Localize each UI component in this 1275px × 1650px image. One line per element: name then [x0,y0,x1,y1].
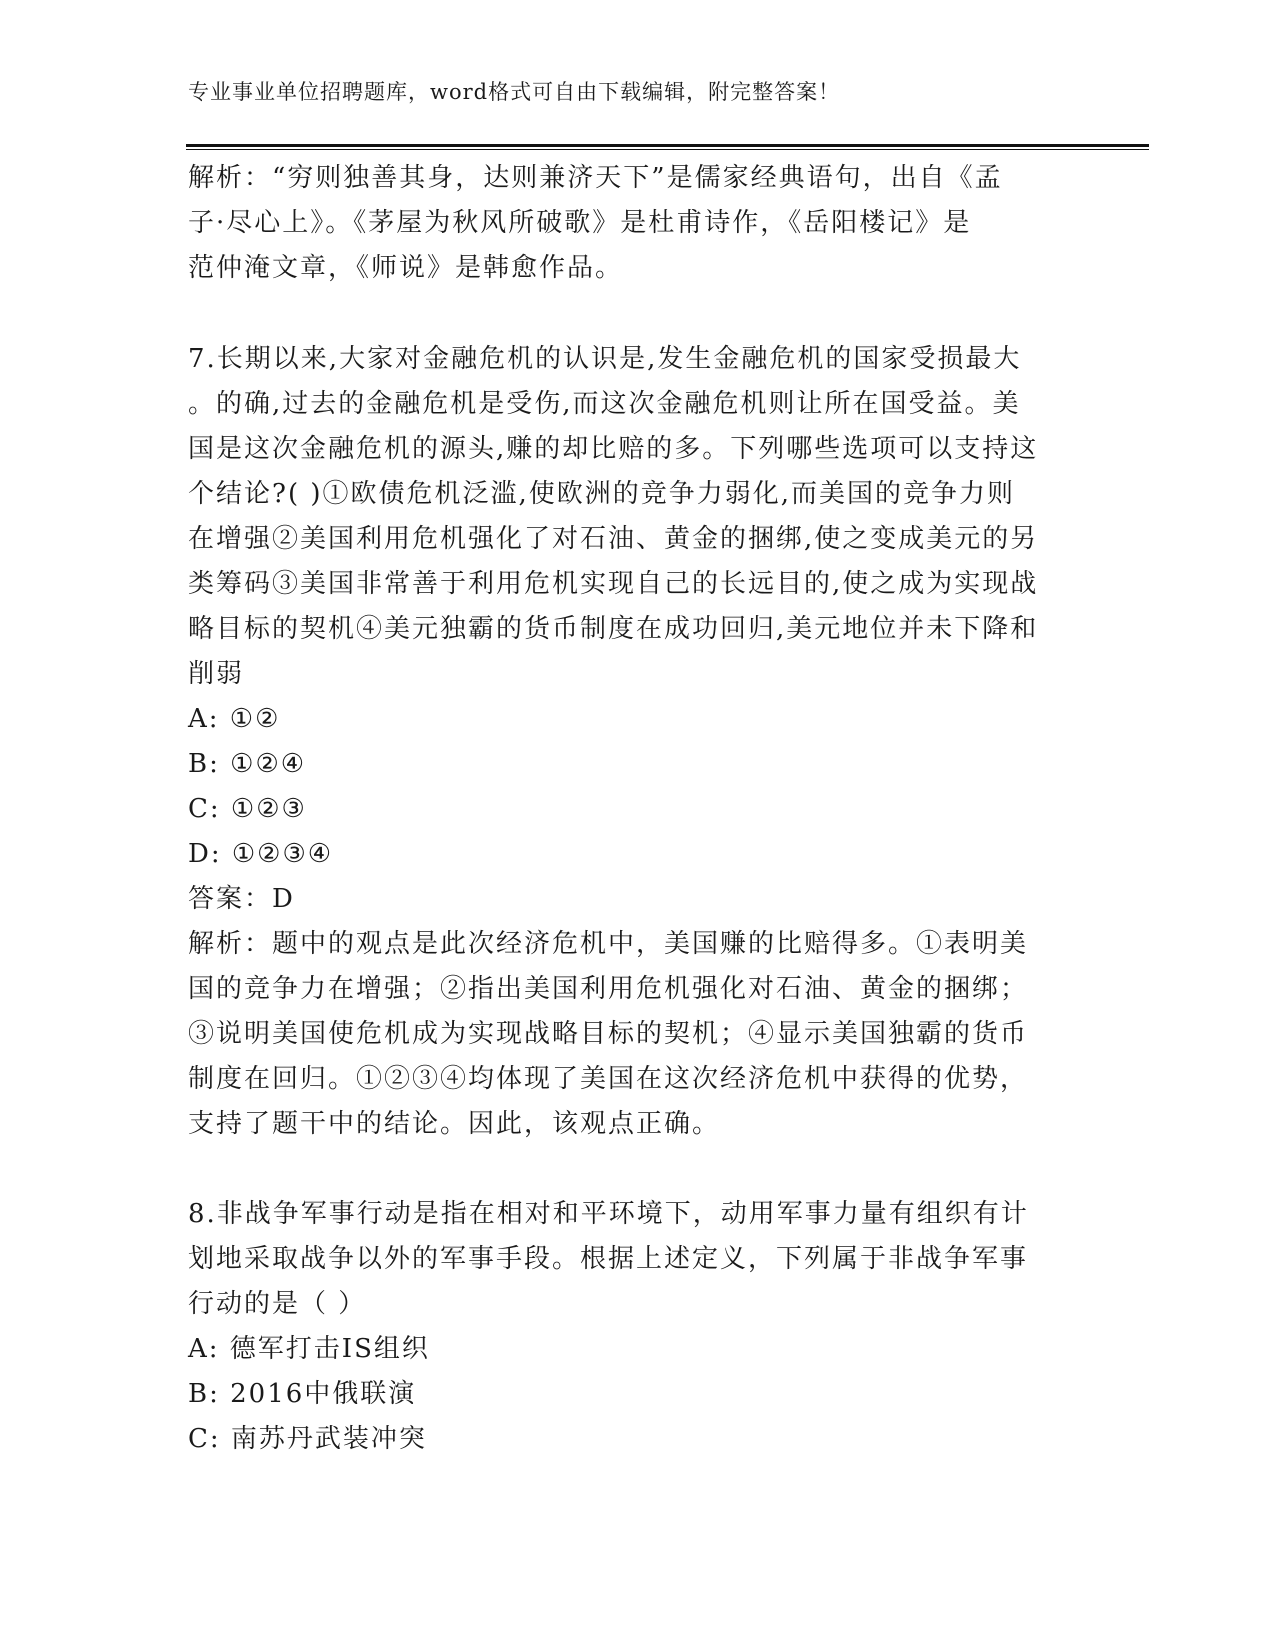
question-7-explanation-line: 支持了题干中的结论。因此，该观点正确。 [188,1109,721,1139]
question-7-stem-line: 7.长期以来,大家对金融危机的认识是,发生金融危机的国家受损最大 [188,344,1022,374]
question-8-stem-line: 8.非战争军事行动是指在相对和平环境下，动用军事力量有组织有计 [188,1199,1029,1229]
page-header: 专业事业单位招聘题库，word格式可自由下载编辑，附完整答案！ [188,80,841,104]
question-7-answer [188,877,1088,922]
explanation-6-line: 范仲淹文章，《师说》是韩愈作品。 [188,253,624,283]
question-7-option-b: B: ①②④ [188,749,307,779]
explanation-text: 题中的观点是此次经济危机中，美国赚的比赔得多。①表明美 [272,929,1029,959]
explanation-6-line: 子·尽心上》。《茅屋为秋风所破歌》是杜甫诗作，《岳阳楼记》是 [188,208,972,238]
question-7-stem-line: 个结论?( )①欧债危机泛滥,使欧洲的竞争力弱化,而美国的竞争力则 [188,479,1016,509]
question-7-explanation-line: 国的竞争力在增强；②指出美国利用危机强化对石油、黄金的捆绑； [188,974,1029,1004]
question-7-option-a: A: ①② [188,704,281,734]
explanation-6-line [188,156,1088,201]
question-7-explanation-line: ③说明美国使危机成为实现战略目标的契机；④显示美国独霸的货币 [188,1019,1029,1049]
header-rule-thin [186,149,1149,150]
header-rule-thick [186,144,1149,147]
question-7-stem-line: 。的确,过去的金融危机是受伤,而这次金融危机则让所在国受益。美 [188,389,1021,419]
question-7-stem-line: 略目标的契机④美元独霸的货币制度在成功回归,美元地位并未下降和 [188,614,1039,644]
question-8-stem-line: 划地采取战争以外的军事手段。根据上述定义，下列属于非战争军事 [188,1244,1029,1274]
question-8-option-c: C: 南苏丹武装冲突 [188,1424,427,1454]
explanation-label: 解析： [188,929,273,959]
explanation-text: “穷则独善其身，达则兼济天下”是儒家经典语句，出自《孟 [272,163,1003,193]
question-8-option-b: B: 2016中俄联演 [188,1379,417,1409]
question-7-option-d: D: ①②③④ [188,839,334,869]
question-8-stem-line: 行动的是（ ） [188,1289,367,1319]
explanation-label: 解析： [188,163,273,193]
question-7-stem-line: 削弱 [188,659,245,689]
question-7-stem-line: 类筹码③美国非常善于利用危机实现自己的长远目的,使之成为实现战 [188,569,1039,599]
document-body [188,156,1088,1462]
question-7-explanation-line: 制度在回归。①②③④均体现了美国在这次经济危机中获得的优势， [188,1064,1029,1094]
question-7-explanation-line [188,922,1088,967]
spacer [188,1147,1088,1192]
question-7-option-c: C: ①②③ [188,794,307,824]
answer-value: D [272,884,295,914]
question-7-stem-line: 在增强②美国利用危机强化了对石油、黄金的捆绑,使之变成美元的另 [188,524,1039,554]
spacer [188,291,1088,337]
question-8-option-a: A: 德军打击IS组织 [188,1334,430,1364]
question-7-stem-line: 国是这次金融危机的源头,赚的却比赔的多。下列哪些选项可以支持这 [188,434,1039,464]
answer-label: 答案： [188,884,273,914]
